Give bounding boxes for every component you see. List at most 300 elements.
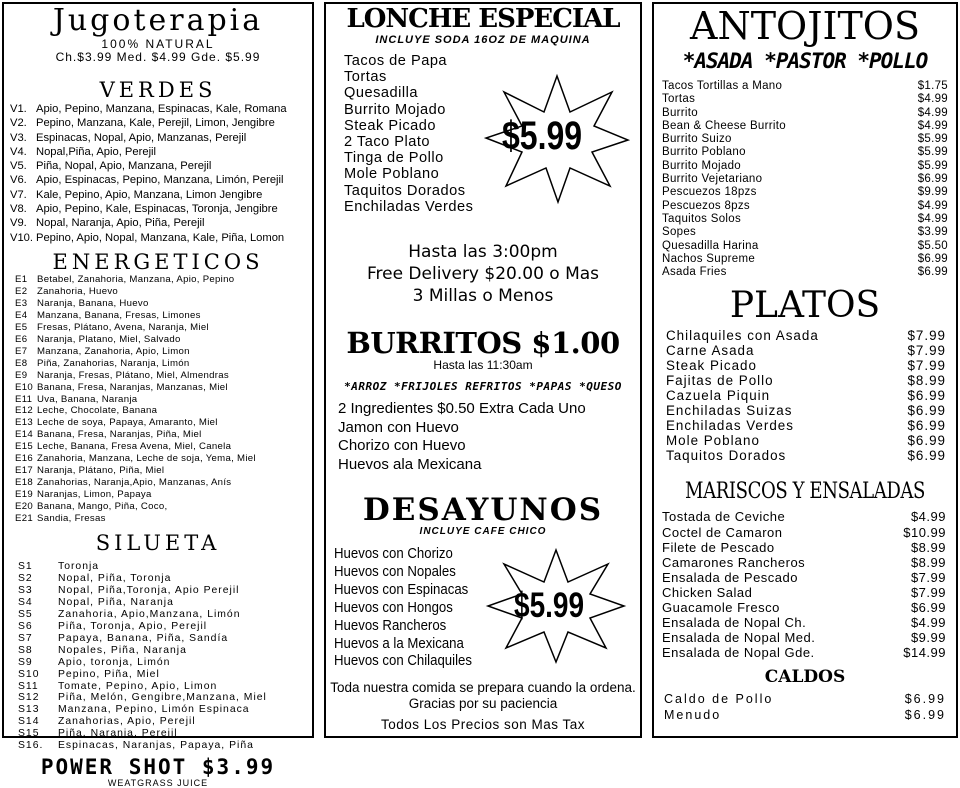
item-code: E10 (15, 381, 33, 393)
item-text: Naranja, Fresas, Plátano, Miel, Almendras (37, 369, 229, 381)
item-name: Taquitos Dorados (666, 448, 787, 464)
item-text: Banana, Fresa, Naranjas, Piña, Miel (37, 429, 202, 441)
item-code: E13 (15, 417, 33, 429)
item-text: Kale, Pepino, Apio, Manzana, Limon Jengibre (36, 188, 263, 201)
list-item: 2 Taco Plato (344, 134, 431, 151)
menu-item (662, 525, 946, 540)
item-text: Pepino, Manzana, Kale, Perejil, Limon, Jengibre (36, 117, 275, 130)
item-name: Ensalada de Nopal Gde. (662, 645, 815, 661)
menu-item (666, 358, 946, 373)
item-name: Quesadilla Harina (662, 239, 759, 252)
item-text: Espinacas, Nopal, Apio, Manzanas, Perejil (36, 131, 247, 144)
item-price: $8.99 (907, 373, 946, 389)
item-text: Naranjas, Limon, Papaya (37, 489, 152, 501)
menu-item (662, 266, 948, 279)
item-price: $8.99 (910, 539, 946, 555)
menu-item (662, 509, 946, 524)
item-price: $6.99 (907, 448, 946, 464)
item-price: $4.99 (910, 509, 946, 525)
item-text: Pepino, Apio, Nopal, Manzana, Kale, Piña, Lomon (36, 231, 285, 244)
item-code: V5. (10, 160, 27, 173)
item-code: V10. (10, 231, 34, 244)
power-shot-subtitle: WEATGRASS JUICE (107, 778, 209, 788)
item-code: V1. (10, 103, 27, 115)
list-item (4, 334, 312, 346)
desayunos-subtitle: INCLUYE CAFE CHICO (419, 526, 547, 538)
item-price: $6.99 (904, 692, 946, 707)
platos-title: PLATOS (729, 285, 881, 327)
item-name: Sopes (662, 226, 697, 239)
item-code: S11 (18, 680, 39, 692)
menu-item (666, 343, 946, 358)
menu-item (666, 433, 946, 448)
item-text: Zanahoria, Huevo (37, 285, 119, 297)
item-code: E3 (15, 297, 28, 309)
list-item (4, 513, 312, 525)
item-price: $7.99 (907, 328, 946, 344)
item-text: Apio, Pepino, Manzana, Espinacas, Kale, Romana (36, 103, 287, 115)
item-code: S2 (18, 572, 33, 584)
list-item (4, 286, 312, 298)
item-price: $3.99 (917, 226, 948, 239)
item-name: Ensalada de Nopal Ch. (662, 615, 807, 631)
menu-item (666, 328, 946, 343)
item-price: $7.99 (907, 358, 946, 374)
item-name: Burrito (662, 106, 698, 119)
menu-item (662, 107, 948, 120)
list-item: Mole Poblano (344, 166, 440, 183)
item-code: S10 (18, 668, 40, 680)
verdes-list (4, 102, 312, 245)
item-name: Tostada de Ceviche (662, 509, 786, 525)
list-item (4, 405, 312, 417)
footer-note: Toda nuestra comida se prepara cuando la ordena. Gracias por su paciencia (330, 680, 636, 712)
list-item (4, 145, 312, 159)
item-price: $4.99 (917, 212, 948, 225)
item-text: Naranja, Banana, Huevo (37, 297, 149, 309)
item-price: $6.99 (907, 433, 946, 449)
item-price: $7.99 (910, 569, 946, 585)
item-code: S1 (18, 560, 33, 572)
delivery-hours: Hasta las 3:00pm (408, 242, 558, 263)
item-price: $9.99 (910, 630, 946, 646)
list-item (4, 704, 312, 716)
list-item (4, 501, 312, 513)
item-code: S3 (18, 584, 33, 596)
list-item (4, 131, 312, 145)
item-code: E18 (15, 477, 33, 489)
desayunos-title: DESAYUNOS (362, 492, 604, 529)
item-text: Pepino, Piña, Miel (58, 668, 160, 680)
menu-item (662, 630, 946, 645)
item-text: Manzana, Banana, Fresas, Limones (37, 309, 201, 321)
list-item: Tacos de Papa (344, 53, 448, 69)
list-item (4, 657, 312, 669)
antojitos-title: ANTOJITOS (690, 4, 920, 48)
list-item (4, 116, 312, 130)
list-item: Taquitos Dorados (344, 182, 466, 199)
item-code: S8 (18, 644, 33, 656)
item-name: Bean & Cheese Burrito (662, 119, 786, 132)
list-item: Huevos con Chorizo (334, 545, 453, 563)
list-item: Huevos con Nopales (334, 562, 456, 580)
item-name: Burrito Poblano (662, 146, 746, 159)
list-item (4, 216, 312, 230)
menu-item (666, 388, 946, 403)
list-item (4, 609, 312, 621)
item-code: S6 (18, 620, 33, 632)
item-name: Steak Picado (666, 358, 757, 374)
item-name: Carne Asada (666, 343, 755, 359)
item-text: Piña, Melón, Gengibre,Manzana, Miel (58, 692, 267, 704)
item-text: Naranja, Platano, Miel, Salvado (37, 333, 181, 345)
burritos-title: BURRITOS $1.00 (346, 326, 620, 361)
item-name: Ensalada de Nopal Med. (662, 630, 816, 646)
item-text: Piña, Zanahorias, Naranja, Limón (37, 357, 190, 369)
jugoterapia-title: Jugoterapia (52, 3, 264, 38)
menu-item (664, 692, 946, 708)
item-price: $10.99 (903, 524, 946, 540)
item-price: $6.99 (904, 707, 946, 722)
menu-item (666, 418, 946, 433)
item-code: S4 (18, 596, 33, 608)
list-item: Tortas (344, 69, 387, 86)
list-item (4, 645, 312, 657)
item-name: Camarones Rancheros (662, 554, 806, 570)
list-item: Jamon con Huevo (338, 418, 459, 436)
menu-item (662, 240, 948, 253)
item-code: S15 (18, 728, 40, 740)
list-item (4, 716, 312, 728)
item-price: $14.99 (903, 645, 946, 661)
item-text: Manzana, Pepino, Limón Espinaca (58, 704, 250, 716)
item-price: $6.99 (910, 600, 946, 616)
list-item (4, 692, 312, 704)
lonche-subtitle: INCLUYE SODA 16OZ DE MAQUINA (375, 34, 591, 46)
menu-item (662, 615, 946, 630)
list-item (4, 441, 312, 453)
item-price: $4.99 (917, 119, 948, 132)
delivery-distance: 3 Millas o Menos (412, 286, 554, 307)
item-name: Burrito Vejetariano (662, 173, 763, 186)
item-price: $4.99 (910, 615, 946, 631)
item-code: E9 (15, 369, 28, 381)
mariscos-title: MARISCOS Y ENSALADAS (685, 479, 925, 505)
jugoterapia-panel (2, 2, 314, 788)
antojitos-list (654, 80, 956, 279)
item-name: Ensalada de Pescado (662, 569, 798, 585)
item-code: V8. (10, 203, 27, 216)
item-name: Chilaquiles con Asada (666, 328, 819, 344)
item-text: Piña, Nopal, Apio, Manzana, Perejil (36, 160, 212, 173)
list-item (4, 669, 312, 681)
item-name: Asada Fries (662, 266, 727, 279)
item-text: Banana, Mango, Piña, Coco, (37, 501, 168, 513)
item-price: $6.99 (917, 173, 948, 186)
item-code: E4 (15, 309, 28, 321)
item-text: Fresas, Plátano, Avena, Naranja, Miel (37, 321, 209, 333)
item-code: V7. (10, 188, 27, 201)
verdes-title: VERDES (99, 78, 217, 102)
item-name: Enchiladas Verdes (666, 418, 794, 434)
menu-item (662, 645, 946, 660)
item-name: Fajitas de Pollo (666, 373, 774, 389)
item-name: Guacamole Fresco (662, 600, 780, 616)
menu-item (666, 448, 946, 463)
item-name: Tacos Tortillas a Mano (662, 80, 783, 92)
list-item: Quesadilla (344, 85, 418, 102)
desayunos-price-starburst (486, 548, 626, 664)
item-code: S16. (18, 740, 44, 752)
item-name: Caldo de Pollo (664, 692, 774, 707)
item-code: E12 (15, 405, 33, 417)
item-price: $6.99 (917, 252, 948, 265)
item-name: Menudo (664, 707, 722, 722)
item-code: E20 (15, 501, 33, 513)
item-name: Cazuela Piquin (666, 388, 771, 404)
energeticos-list (4, 274, 312, 525)
item-name: Chicken Salad (662, 584, 753, 600)
item-text: Nopal, Piña, Naranja (58, 596, 174, 608)
list-item (4, 310, 312, 322)
item-code: S9 (18, 656, 33, 668)
item-text: Piña, Naranja, Perejil (58, 728, 178, 740)
burritos-hours: Hasta las 11:30am (433, 358, 533, 373)
item-text: Leche, Banana, Fresa Avena, Miel, Canela (37, 441, 232, 453)
item-text: Piña, Toronja, Apio, Perejil (58, 620, 208, 632)
list-item (4, 346, 312, 358)
item-price: $8.99 (910, 554, 946, 570)
item-text: Tomate, Pepino, Apio, Limon (58, 680, 218, 692)
item-price: $5.50 (917, 239, 948, 252)
list-item (4, 681, 312, 693)
list-item (4, 633, 312, 645)
list-item: Burrito Mojado (344, 101, 446, 118)
item-code: S14 (18, 716, 40, 728)
list-item (4, 394, 312, 406)
item-text: Nopales, Piña, Naranja (58, 644, 187, 656)
item-name: Burrito Mojado (662, 159, 741, 172)
item-text: Nopal,Piña, Apio, Perejil (36, 145, 157, 158)
list-item (4, 740, 312, 752)
list-item: 2 Ingredientes $0.50 Extra Cada Uno (338, 400, 586, 418)
list-item (4, 417, 312, 429)
item-text: Leche, Chocolate, Banana (37, 405, 158, 417)
list-item (4, 382, 312, 394)
item-text: Naranja, Plátano, Piña, Miel (37, 465, 165, 477)
list-item (4, 322, 312, 334)
list-item: Huevos con Espinacas (334, 580, 469, 598)
item-text: Manzana, Zanahoria, Apio, Limon (37, 345, 190, 357)
item-text: Betabel, Zanahoria, Manzana, Apio, Pepino (37, 273, 235, 285)
list-item (4, 429, 312, 441)
item-code: E1 (15, 273, 28, 285)
caldos-list (654, 692, 956, 723)
list-item (4, 102, 312, 116)
item-name: Enchiladas Suizas (666, 403, 793, 419)
item-price: $5.99 (917, 133, 948, 146)
item-code: E19 (15, 489, 33, 501)
item-name: Coctel de Camaron (662, 524, 783, 540)
item-price: $6.99 (907, 418, 946, 434)
list-item (4, 597, 312, 609)
item-text: Leche de soya, Papaya, Amaranto, Miel (37, 417, 218, 429)
item-text: Papaya, Banana, Piña, Sandía (58, 632, 229, 644)
item-code: V3. (10, 131, 27, 144)
menu-item (662, 93, 948, 106)
item-text: Banana, Fresa, Naranjas, Manzanas, Miel (37, 381, 228, 393)
item-price: $6.99 (917, 266, 948, 279)
item-code: V2. (10, 117, 27, 130)
item-price: $4.99 (917, 106, 948, 119)
list-item (4, 274, 312, 286)
list-item: Enchiladas Verdes (344, 198, 474, 215)
list-item (4, 159, 312, 173)
burritos-options: *ARROZ *FRIJOLES REFRITOS *PAPAS *QUESO (344, 380, 622, 394)
item-code: V4. (10, 145, 27, 158)
menu-item (662, 585, 946, 600)
list-item (4, 231, 312, 245)
item-text: Zanahoria, Manzana, Leche de soja, Yema, Miel (37, 453, 256, 465)
item-code: S13 (18, 704, 40, 716)
lonche-price: $5.99 (502, 114, 583, 158)
menu-item (664, 708, 946, 724)
list-item (4, 621, 312, 633)
item-code: E8 (15, 357, 28, 369)
item-code: E15 (15, 441, 33, 453)
item-code: S5 (18, 608, 33, 620)
item-name: Filete de Pescado (662, 539, 775, 555)
item-code: E7 (15, 345, 28, 357)
list-item (4, 453, 312, 465)
menu-item (662, 600, 946, 615)
menu-item (662, 80, 948, 93)
list-item (4, 298, 312, 310)
power-shot-title: POWER SHOT $3.99 (40, 755, 276, 780)
item-name: Burrito Suizo (662, 133, 732, 146)
item-code: V9. (10, 217, 27, 230)
energeticos-title: ENERGETICOS (52, 249, 264, 274)
menu-item (662, 160, 948, 173)
item-code: E16 (15, 453, 33, 465)
item-price: $5.99 (917, 159, 948, 172)
list-item (4, 561, 312, 573)
burritos-list (326, 400, 640, 474)
item-code: E11 (15, 393, 33, 405)
list-item: Huevos con Chilaquiles (334, 652, 472, 670)
menu-item (662, 133, 948, 146)
list-item (4, 573, 312, 585)
item-name: Pescuezos 8pzs (662, 199, 750, 212)
list-item (4, 728, 312, 740)
item-text: Toronja (58, 560, 100, 572)
item-text: Nopal, Piña,Toronja, Apio Perejil (58, 584, 240, 596)
menu-item (662, 186, 948, 199)
item-price: $9.99 (917, 186, 948, 199)
list-item: Huevos Rancheros (334, 616, 447, 634)
item-price: $7.99 (907, 343, 946, 359)
item-text: Zanahoria, Apio,Manzana, Limón (58, 608, 241, 620)
item-price: $6.99 (907, 403, 946, 419)
antojitos-panel (652, 2, 958, 738)
list-item (4, 173, 312, 187)
menu-item (662, 213, 948, 226)
item-price: $4.99 (917, 199, 948, 212)
item-text: Nopal, Piña, Toronja (58, 572, 172, 584)
list-item (4, 477, 312, 489)
list-item (4, 188, 312, 202)
list-item: Huevos con Hongos (334, 598, 453, 616)
item-name: Taquitos Solos (662, 212, 741, 225)
lonche-title: LONCHE ESPECIAL (346, 4, 620, 34)
caldos-title: CALDOS (764, 667, 846, 688)
menu-item (662, 555, 946, 570)
silueta-list (4, 561, 312, 752)
item-text: Apio, toronja, Limón (58, 656, 171, 668)
list-item (4, 489, 312, 501)
list-item: Tinga de Pollo (344, 150, 444, 167)
delivery-free: Free Delivery $20.00 o Mas (366, 264, 600, 285)
list-item (4, 370, 312, 382)
menu-item (666, 373, 946, 388)
item-code: S7 (18, 632, 33, 644)
silueta-title: SILUETA (95, 530, 221, 555)
menu-item (662, 540, 946, 555)
item-name: Pescuezos 18pzs (662, 186, 757, 199)
list-item (4, 465, 312, 477)
item-code: E5 (15, 321, 28, 333)
item-price: $7.99 (910, 584, 946, 600)
item-code: E17 (15, 465, 33, 477)
item-text: Espinacas, Naranjas, Papaya, Piña (58, 740, 254, 752)
item-text: Apio, Espinacas, Pepino, Manzana, Limón, Perejil (36, 174, 284, 187)
item-text: Uva, Banana, Naranja (37, 393, 138, 405)
list-item: Huevos ala Mexicana (338, 455, 482, 473)
jugoterapia-subtitle: 100% NATURAL (101, 37, 215, 51)
list-item (4, 202, 312, 216)
item-price: $4.99 (917, 93, 948, 106)
menu-item (662, 173, 948, 186)
item-code: S12 (18, 692, 40, 704)
item-text: Zanahorias, Apio, Perejil (58, 716, 196, 728)
menu-item (662, 226, 948, 239)
desayunos-price: $5.99 (514, 586, 585, 625)
list-item: Huevos a la Mexicana (334, 634, 464, 652)
menu-item (666, 403, 946, 418)
menu-item (662, 570, 946, 585)
jugoterapia-prices: Ch.$3.99 Med. $4.99 Gde. $5.99 (55, 50, 261, 64)
menu-item (662, 200, 948, 213)
item-price: $6.99 (907, 388, 946, 404)
item-text: Apio, Pepino, Kale, Espinacas, Toronja, Jengibre (36, 203, 278, 216)
list-item (4, 358, 312, 370)
item-name: Nachos Supreme (662, 252, 756, 265)
menu-item (662, 120, 948, 133)
lonche-panel (324, 2, 642, 738)
item-price: $1.75 (917, 80, 948, 92)
list-item: Steak Picado (344, 117, 436, 134)
item-price: $5.99 (917, 146, 948, 159)
antojitos-subtitle: *ASADA *PASTOR *POLLO (682, 49, 928, 73)
list-item: Chorizo con Huevo (338, 437, 466, 455)
mariscos-list (654, 509, 956, 660)
item-code: V6. (10, 174, 27, 187)
item-code: E2 (15, 285, 28, 297)
lonche-price-starburst (484, 74, 630, 204)
list-item (4, 585, 312, 597)
item-text: Zanahorias, Naranja,Apio, Manzanas, Anís (37, 477, 232, 489)
item-name: Tortas (662, 93, 696, 106)
